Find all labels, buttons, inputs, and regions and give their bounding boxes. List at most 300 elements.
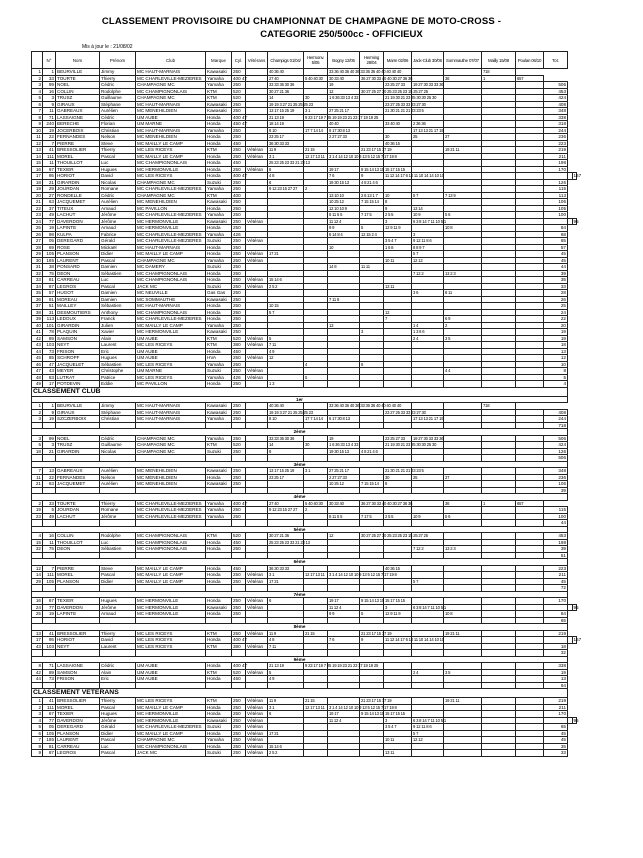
cell-col-17: 236	[544, 474, 568, 481]
cell-col-17: 223	[544, 140, 568, 147]
cell-col-0: 14	[32, 572, 43, 579]
cell-col-6: 250	[232, 179, 246, 186]
cell-col-13: 13 14	[412, 205, 444, 212]
cell-col-4: MC CHARLEVILLE-MEZIERES	[136, 75, 206, 82]
cell-col-13: 17 13 13 21 17 19	[413, 127, 444, 133]
cell-col-14: 6 9	[444, 316, 482, 323]
cell-col-8: 13 17 15 25 19	[268, 108, 304, 115]
cell-col-1: 73	[43, 676, 56, 683]
cell-col-2: GIRARDIN	[56, 448, 100, 455]
cell-col-1: 19	[43, 127, 56, 134]
cell-col-2: DEON	[56, 546, 100, 553]
cell-col-8: 27 40	[268, 500, 304, 507]
cell-col-17: 51	[544, 552, 568, 559]
cell-col-4: MC HERMONVILLE	[136, 604, 206, 611]
cell-col-12: 13 11	[384, 283, 412, 290]
cell-col-12: 10	[384, 192, 412, 199]
cell-col-1: 105	[43, 730, 56, 737]
cell-col-8: 36 30 33 33	[268, 140, 304, 147]
cell-col-11: 7 15 15 14	[360, 481, 384, 488]
cell-col-5: Honda	[206, 160, 232, 167]
cell-col-0: 8	[32, 114, 43, 121]
cell-col-10: 8 11 5 5	[328, 513, 360, 520]
cell-col-6: 250	[232, 322, 246, 329]
update-note: Mis à jour le : 21/08/02	[82, 44, 133, 50]
cell-col-8: 8 10	[268, 127, 304, 134]
cell-col-5: Suzuki	[206, 283, 232, 290]
cell-col-5: Honda	[206, 676, 232, 683]
cell-col-4: MC LES RICEYS	[136, 147, 206, 154]
cell-col-6: Cyl.	[232, 52, 246, 69]
cell-col-3: Aurélien	[100, 108, 136, 115]
cell-col-10: 11 12 4	[328, 604, 360, 611]
cell-col-5: Yamaha	[206, 231, 232, 238]
cell-col-2: LAPINTE	[56, 611, 100, 618]
cell-col-17: 32	[544, 650, 568, 657]
cell-col-3: Eddie	[100, 381, 136, 388]
cell-col-0: 8	[32, 663, 43, 670]
cell-col-2: GIRARDIN	[56, 179, 100, 186]
cell-col-9: Hermonv. 5/05	[304, 52, 328, 69]
cell-col-9: 21 15	[304, 147, 328, 154]
cell-col-3: Fabrice	[100, 231, 136, 238]
cell-col-4: MC CHAMPIGNONLAIS	[136, 546, 206, 553]
cell-col-17: 18	[544, 342, 568, 349]
cell-col-4: MC CHARLEVILLE-MEZIERES	[136, 212, 206, 219]
cell-col-2: HUGOT	[56, 290, 100, 297]
cell-col-17: 170	[544, 711, 568, 718]
cell-col-1: 47	[43, 361, 56, 368]
cell-col-17: 170	[544, 598, 568, 605]
cell-col-4: MC CHARLEVILLE-MEZIERES	[136, 231, 206, 238]
cell-col-0: 1	[32, 69, 43, 76]
cell-col-0: 25	[32, 611, 43, 618]
cell-col-17: 211	[544, 572, 568, 579]
cell-col-14: 2	[444, 322, 482, 329]
cell-col-13: 5 7	[412, 251, 444, 258]
cell-col-5: Yamaha	[206, 435, 232, 442]
cell-col-2: RONDELLE	[56, 192, 100, 199]
cell-col-2: LAURENT	[56, 257, 100, 264]
cell-col-1: 9	[43, 409, 56, 416]
cell-col-6: 250	[232, 598, 246, 605]
cell-col-17: 25	[544, 303, 568, 310]
cell-col-12: 9	[384, 205, 412, 212]
cell-col-0: 12	[32, 140, 43, 147]
cell-col-8: 33 33 36 30 36	[268, 82, 304, 89]
cell-col-17: 348	[544, 108, 568, 115]
cell-col-6: 400 4T	[233, 500, 248, 506]
cell-col-17: 223	[544, 565, 568, 572]
cell-col-5: Honda	[206, 637, 232, 644]
cell-col-9: 5 40 40 30	[304, 75, 328, 82]
cell-col-19: 95	[573, 717, 579, 723]
cell-col-6: 250	[232, 290, 246, 297]
cell-col-12: 40 36 15	[384, 565, 412, 572]
cell-col-0: 9	[32, 121, 43, 128]
results-table	[31, 51, 582, 757]
cell-col-6: 450	[232, 160, 246, 167]
cell-col-6: 250	[232, 147, 246, 154]
cell-col-1: 22	[43, 474, 56, 481]
cell-col-4: MC CHARLEVILLE-MEZIERES	[136, 724, 206, 731]
cell-col-3: Nicolas	[100, 448, 136, 455]
cell-col-3: Damien	[100, 290, 136, 297]
cell-col-8: 6	[268, 179, 304, 186]
cell-col-0: 15	[32, 539, 43, 546]
cell-col-3: Stéphane	[100, 409, 136, 416]
cell-col-12: 15 17 15 15	[384, 711, 412, 718]
cell-col-6: 450	[232, 539, 246, 546]
cell-col-12: 23 25 27 33	[384, 435, 412, 442]
cell-col-3: Florian	[100, 121, 136, 128]
cell-col-17: 45	[544, 737, 568, 744]
cell-col-2: DEON	[56, 270, 100, 277]
cell-col-11: 5	[360, 611, 384, 618]
cell-col-12: 12	[384, 309, 412, 316]
cell-col-0: 5	[32, 442, 43, 449]
cell-col-5: Honda	[206, 153, 232, 160]
cell-col-8: 19 19 3 27 21 25 25 25 23	[269, 101, 313, 107]
cell-col-6: 250	[232, 611, 246, 618]
cell-col-12: 11 12 14 17 6 14 11 10 14 14 10 10	[385, 173, 444, 178]
cell-col-2: GIRAUX	[56, 409, 100, 416]
cell-col-4: MC LES RICEYS	[136, 374, 206, 381]
cell-col-0: 6	[32, 101, 43, 108]
cell-col-8: 9 12 23 15 27 27	[268, 507, 304, 514]
cell-col-8: 4 8	[268, 637, 304, 644]
cell-col-8: 13 17 15 25 19	[268, 468, 304, 475]
cell-col-2: ROSE	[56, 244, 100, 251]
cell-col-2: KULPA	[56, 231, 100, 238]
cell-col-6: 250	[232, 238, 246, 245]
cell-col-4: MC HERMONVILLE	[136, 711, 206, 718]
cell-col-0	[32, 52, 43, 69]
cell-col-3: Hugues	[100, 355, 136, 362]
veterans-ranking-title	[32, 689, 577, 698]
cell-col-2: Nom	[56, 52, 100, 69]
cell-col-5: Kawasaki	[206, 101, 232, 108]
cell-col-17: 198	[544, 539, 568, 546]
cell-col-6: 250	[232, 368, 246, 375]
cell-col-10: 19 30 15 13	[328, 448, 360, 455]
cell-col-12: Marre 02/06	[384, 52, 412, 69]
cell-col-1: 9	[43, 101, 56, 108]
cell-col-5: KTM	[206, 95, 232, 102]
cell-col-1: 111	[43, 153, 56, 160]
cell-col-0: 15	[32, 160, 43, 167]
cell-col-17: 126	[544, 448, 568, 455]
cell-col-2: JOURDAN	[56, 186, 100, 193]
cell-col-0: 10	[32, 127, 43, 134]
cell-col-1: 81	[43, 743, 56, 750]
club-rank-label-label: 5ème	[32, 526, 568, 533]
cell-col-6: 426	[232, 231, 246, 238]
cell-col-1: 69	[43, 244, 56, 251]
cell-col-10: 8 11 5 5	[328, 212, 360, 219]
cell-col-10: 14 8	[328, 264, 360, 271]
cell-col-4: JACK MC	[136, 283, 206, 290]
cell-col-6: 400 4T	[233, 663, 248, 668]
cell-col-11: 9	[360, 637, 384, 644]
cell-col-3: Thierry	[100, 630, 136, 637]
cell-col-1: 87	[43, 750, 56, 757]
cell-col-7: Vétéran	[246, 711, 268, 718]
cell-col-0: 8	[32, 743, 43, 750]
cell-col-0: 14	[32, 153, 43, 160]
cell-col-0: 1	[32, 698, 43, 705]
cell-col-10: 3 1 4 14 12 10 10 9 13 5 12 15 7 17 19 8	[329, 153, 397, 159]
cell-col-17: 506	[544, 435, 568, 442]
cell-col-1: 185	[43, 737, 56, 744]
cell-col-1: 105	[43, 578, 56, 585]
cell-col-5: Honda	[206, 244, 232, 251]
cell-col-6: 250	[232, 199, 246, 206]
cell-col-12: 30	[384, 134, 412, 141]
cell-col-17: 5	[544, 374, 568, 381]
cell-col-5: Yamaha	[206, 257, 232, 264]
cell-col-4: MC LES RICEYS	[136, 637, 206, 644]
cell-col-1: 67	[43, 166, 56, 173]
cell-col-17: 100	[544, 513, 568, 520]
cell-col-12: 2 5 5	[384, 513, 412, 520]
cell-col-11: 36 27 30 33 40 40 30 27 36 36	[361, 500, 413, 506]
cell-col-3: Thierry	[100, 75, 136, 82]
cell-col-11: 30 27 25 27 30 25 23 25 23 15 25 27 25	[361, 88, 428, 94]
cell-col-0: 41	[32, 329, 43, 336]
cell-col-8: 25 23 25 23 33 21 23 13	[269, 160, 310, 165]
cell-col-0: 16	[32, 166, 43, 173]
cell-col-11: 36 27 30 33 40 40 30 27 36 36	[361, 75, 413, 81]
cell-col-4: MC HERMONVILLE	[136, 329, 206, 336]
cell-col-1: 57	[43, 290, 56, 297]
cell-col-5: Honda	[206, 225, 232, 232]
cell-col-0: 24	[32, 604, 43, 611]
cell-col-5: Honda	[206, 348, 232, 355]
cell-col-17: 408	[544, 409, 568, 416]
cell-col-1: 71	[43, 114, 56, 121]
cell-col-3: Thierry	[100, 698, 136, 705]
cell-col-10: 7 6	[328, 637, 360, 644]
cell-col-15: 718	[482, 69, 516, 76]
cell-col-10: Bogny 12/05	[328, 52, 360, 69]
cell-col-7: Vétéran	[246, 730, 268, 737]
cell-col-10: 13 10 10	[328, 192, 360, 199]
cell-col-17: 45	[544, 730, 568, 737]
cell-col-9: 21 15	[304, 698, 328, 705]
cell-col-4: MC CHARLEVILLE-MEZIERES	[136, 500, 206, 507]
cell-col-1: 21	[43, 448, 56, 455]
cell-col-2: LAURENT	[56, 737, 100, 744]
cell-col-0: 3	[32, 416, 43, 423]
cell-col-6: 250	[232, 737, 246, 744]
cell-col-11: 7 17 5	[360, 212, 384, 219]
cell-col-15	[482, 750, 516, 757]
cell-col-2: BERECHE	[56, 121, 100, 128]
cell-col-2: FRISON	[56, 348, 100, 355]
cell-col-0: 4	[32, 717, 43, 724]
cell-col-0: 7	[32, 108, 43, 115]
cell-col-0: 5	[32, 95, 43, 102]
cell-col-12: 23 27 25 33 33 23 27 30	[385, 101, 426, 107]
club-rank-label-label: 6ème	[32, 559, 568, 566]
cell-col-14: 36	[444, 500, 482, 507]
cell-col-13: 8 8 9 7	[412, 244, 444, 251]
cell-col-9: 5 40 40 30	[304, 500, 328, 507]
cell-col-13: 1 3 6 6	[412, 329, 444, 336]
cell-col-3: Arnaud	[100, 225, 136, 232]
cell-col-4: MC CHARLEVILLE-MEZIERES	[136, 513, 206, 520]
cell-col-13: 5 7	[412, 578, 444, 585]
cell-col-3: Jérôme	[100, 513, 136, 520]
cell-col-8: 3 1	[268, 572, 304, 579]
cell-col-9: 9 23 17 19 7 25 19 19 23 21 23 17 19 19 25	[305, 663, 379, 668]
cell-col-11: 21 23 17 15 17 19	[361, 630, 392, 636]
cell-col-7: Vétéran	[246, 743, 268, 750]
cell-col-2: NOEL	[56, 82, 100, 89]
cell-col-10: 19 17	[328, 598, 360, 605]
cell-col-1: 49	[43, 212, 56, 219]
cell-col-6: 250	[232, 578, 246, 585]
cell-col-3: Arnaud	[100, 205, 136, 212]
cell-col-2: JACQUEMET	[56, 481, 100, 488]
cell-col-3: Didier	[100, 578, 136, 585]
cell-col-17: 35	[544, 277, 568, 284]
cell-col-13: 6 3 8 14 7 11 10 5 1	[413, 218, 446, 224]
cell-col-1: 3	[43, 95, 56, 102]
cell-col-2: JACQUEMET	[56, 199, 100, 206]
cell-col-3: Nicolas	[100, 179, 136, 186]
cell-col-12: 21 30 21 21 21 23 23 5	[385, 108, 424, 113]
cell-col-12: 12 9 11 9	[384, 225, 412, 232]
cell-col-10: 12	[328, 88, 360, 95]
cell-col-2: GABREAUX	[56, 108, 100, 115]
cell-col-17: 19	[544, 669, 568, 676]
cell-col-17: 65	[544, 238, 568, 245]
cell-col-5: Yamaha	[206, 416, 232, 423]
cell-col-0: 46	[32, 361, 43, 368]
cell-col-7: Vétéran	[246, 374, 268, 381]
cell-col-8: 17 21	[268, 730, 304, 737]
cell-col-4: UM AUBE	[136, 676, 206, 683]
cell-col-14: 5 6	[444, 513, 482, 520]
cell-col-5: Honda	[206, 303, 232, 310]
cell-col-13: 6 3 8 14 7 11 10 5 1	[413, 717, 446, 723]
cell-col-7: Vétéran	[246, 643, 268, 650]
cell-col-2: PLANSON	[56, 730, 100, 737]
cell-col-2: DAVERDON	[56, 604, 100, 611]
cell-col-6: 400 4T	[233, 114, 248, 120]
cell-col-3: Pascal	[100, 704, 136, 711]
cell-col-4: MC PAVILLON	[136, 381, 206, 388]
cell-col-2: LASSAIGNE	[56, 114, 100, 121]
cell-col-4: MC HAUT-MARNAIS	[136, 303, 206, 310]
cell-col-3: Pascal	[100, 153, 136, 160]
cell-col-1: 78	[43, 329, 56, 336]
cell-col-4: MC MENEHILDIEN	[136, 108, 206, 115]
cell-col-15: 1	[482, 75, 516, 82]
cell-col-17: 33	[544, 283, 568, 290]
cell-col-14: 10 8	[444, 611, 482, 618]
cell-col-15: 1	[482, 500, 516, 507]
cell-col-13: 3 6	[412, 290, 444, 297]
cell-col-11: 12 15 2 4	[360, 231, 384, 238]
cell-col-3: Guillaume	[100, 95, 136, 102]
cell-col-14: 27	[444, 474, 482, 481]
cell-col-19: 95	[573, 604, 579, 610]
cell-col-0: 4	[32, 533, 43, 540]
cell-col-3: Sébastien	[100, 270, 136, 277]
cell-col-10: 40 40	[328, 121, 360, 128]
cell-col-0: 34	[32, 283, 43, 290]
cell-col-1: 1	[43, 403, 56, 410]
cell-col-1: 31	[43, 309, 56, 316]
cell-col-8: 25 23 25 23 33 21 23 13	[269, 539, 310, 545]
cell-col-10: 3 1 4 14 12 10 10 9 13 5 12 15 7 17 19 8	[329, 704, 397, 710]
cell-col-13	[412, 750, 444, 757]
cell-col-3: Eric	[100, 348, 136, 355]
cell-col-2: LEDOUX	[56, 316, 100, 323]
cell-col-8: 14	[268, 95, 304, 102]
cell-col-0: 29	[32, 578, 43, 585]
cell-col-5: Kawasaki	[206, 409, 232, 416]
cell-col-4: UM MARNE	[136, 121, 206, 128]
cell-col-14: 27	[444, 134, 482, 141]
cell-col-9: 17 7 14 14	[304, 416, 328, 423]
cell-col-8: 2 5 2	[268, 283, 304, 290]
cell-col-8: 2 5 2	[268, 750, 304, 757]
cell-col-4: CHAMPAGNE MC	[136, 179, 206, 186]
cell-col-6: 250	[232, 750, 246, 757]
cell-col-6: 250	[232, 546, 246, 553]
cell-col-4: MC MAILLY LE CAMP	[136, 578, 206, 585]
cell-col-1: 73	[43, 348, 56, 355]
cell-col-4: CHAMPAGNE MC	[136, 257, 206, 264]
cell-col-8: 14	[268, 442, 304, 449]
cell-col-12: 15 17 15 15	[384, 166, 412, 173]
cell-col-2: THOUILLOT	[56, 539, 100, 546]
cell-col-0: 2	[32, 704, 43, 711]
cell-col-6: 450	[232, 140, 246, 147]
cell-col-13: 12 12	[412, 257, 444, 264]
cell-col-4: MC CHAMPIGNONLAIS	[136, 539, 206, 546]
cell-col-0: 42	[32, 669, 43, 676]
cell-col-15: Mailly 15/08	[482, 52, 516, 69]
cell-col-14: 36	[444, 75, 482, 82]
cell-col-0: 17	[32, 173, 43, 180]
cell-col-2: MOREL	[56, 704, 100, 711]
cell-col-4: MC HAUT-MARNAIS	[136, 416, 206, 423]
cell-col-5: Honda	[206, 270, 232, 277]
cell-col-17: 318	[544, 121, 568, 128]
cell-col-11: Herming 28/04	[360, 52, 384, 69]
cell-col-8: 27 40	[268, 75, 304, 82]
cell-col-1: 83	[43, 374, 56, 381]
cell-col-3: Christophe	[100, 368, 136, 375]
cell-col-6: 250	[232, 127, 246, 134]
cell-col-7: Vétéran	[246, 257, 268, 264]
cell-col-7: Vétéran	[246, 724, 268, 731]
cell-col-4: UM AUBE	[136, 663, 206, 670]
cell-col-16: 657	[516, 75, 544, 82]
cell-col-6: 250	[232, 604, 246, 611]
cell-col-9: 17 7 14 14	[304, 127, 328, 134]
cell-col-5: Suzuki	[206, 724, 232, 731]
cell-col-1: 91	[43, 296, 56, 303]
cell-col-4: MC MAILLY LE CAMP	[136, 140, 206, 147]
cell-col-6: 250	[232, 329, 246, 336]
cell-col-3: Damien	[100, 264, 136, 271]
